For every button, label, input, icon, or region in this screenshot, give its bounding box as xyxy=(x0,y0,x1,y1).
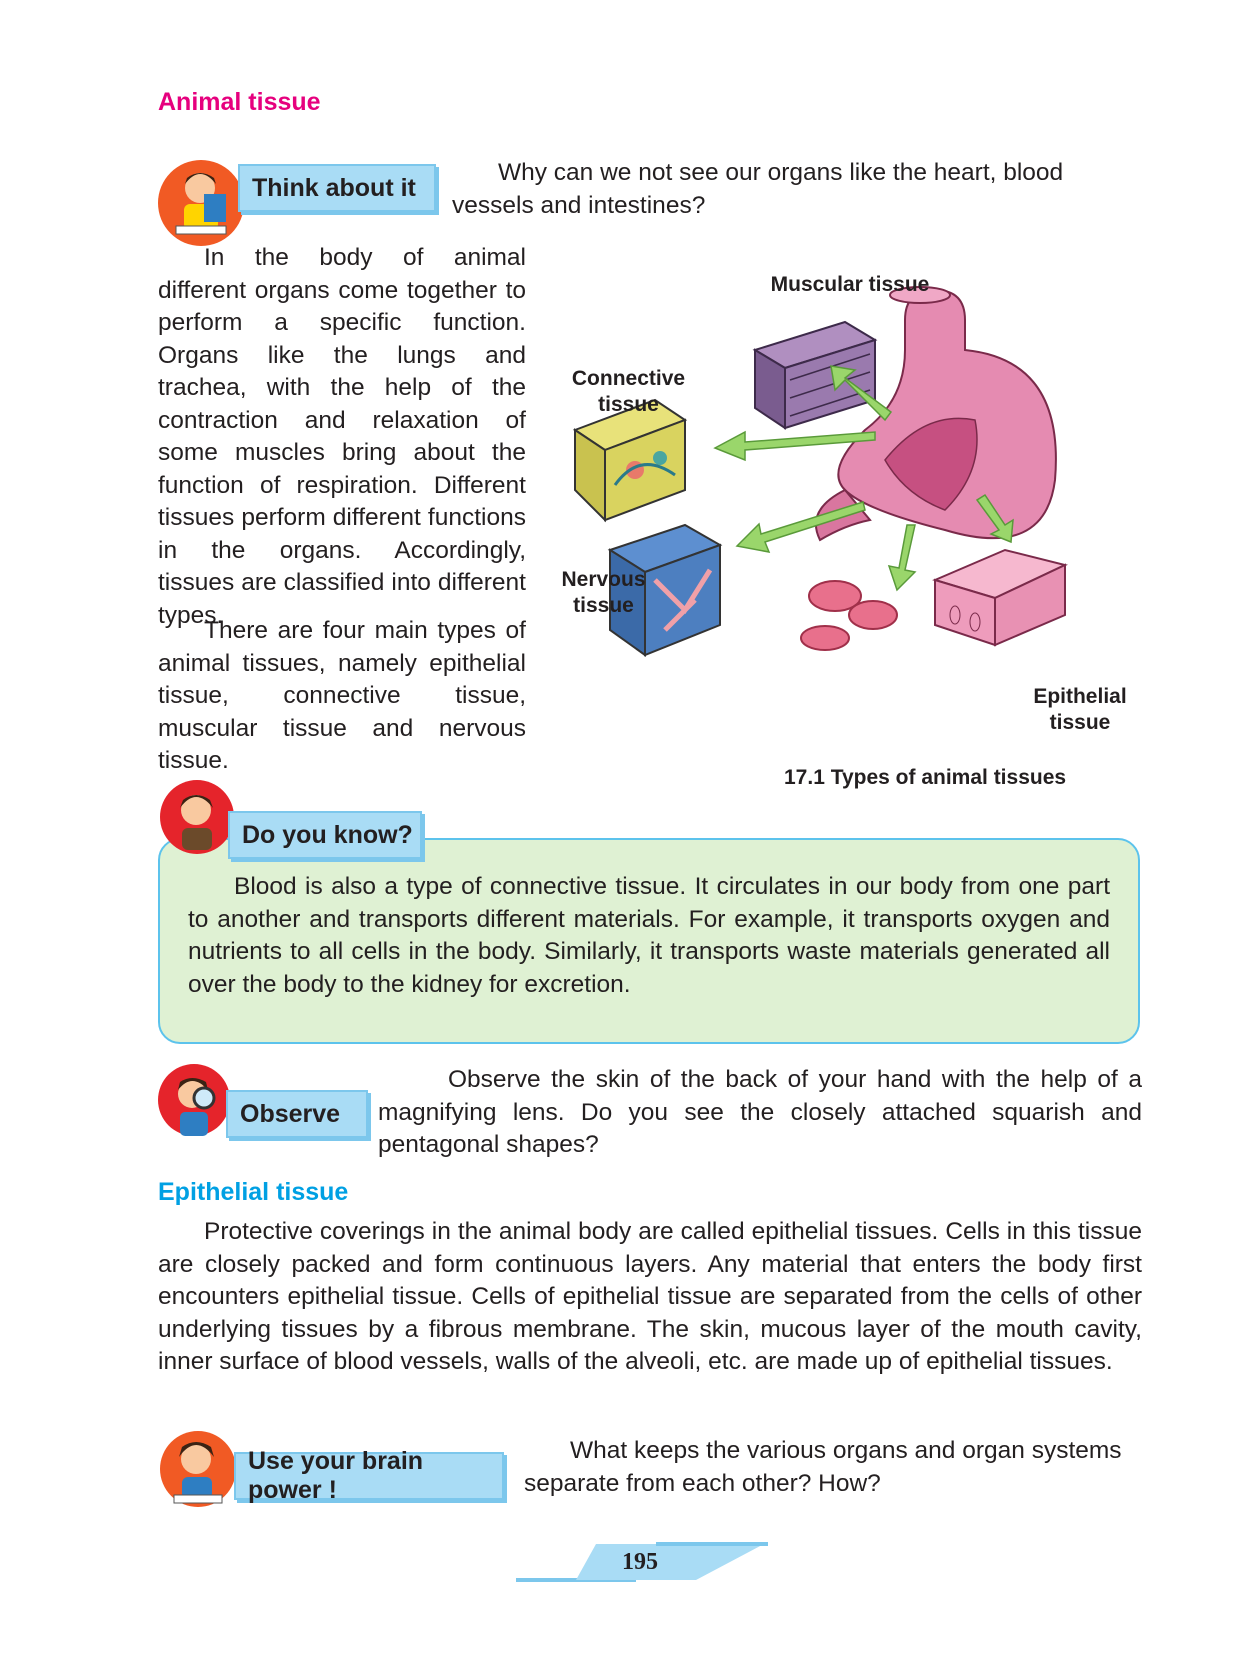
reading-child-icon xyxy=(156,158,246,248)
label-nervous-tissue: Nervous tissue xyxy=(561,568,646,617)
section-title: Animal tissue xyxy=(158,88,321,116)
observe-badge: Observe xyxy=(226,1090,368,1138)
page-number: 195 xyxy=(622,1549,658,1575)
studying-girl-icon xyxy=(158,1425,240,1511)
do-you-know-text: Blood is also a type of connective tissue. It circulates in our body from one part to another and transports different materials. For example, it transports oxygen and nutrients to all cells in the body. Similarly, it transports waste materials generated all over the body to the kidney for excretion. xyxy=(188,873,1110,998)
observe-text: Observe the skin of the back of your hand with the help of a magnifying lens. Do you see the closely attached squarish and pentagonal shapes? xyxy=(378,1066,1142,1158)
brain-power-text: What keeps the various organs and organ systems separate from each other? How? xyxy=(524,1437,1122,1497)
label-muscular-tissue: Muscular tissue xyxy=(770,273,930,296)
thinking-girl-icon xyxy=(158,778,236,856)
figure-caption: 17.1 Types of animal tissues xyxy=(784,766,1067,789)
label-connective-tissue: Connective tissue xyxy=(571,367,686,416)
brain-power-badge: Use your brain power ! xyxy=(234,1452,504,1500)
stomach-organ xyxy=(816,287,1056,540)
intro-paragraph-1: In the body of animal different organs come together to perform a specific function. Organs like the lungs and trachea, with the help of the contraction and relaxation of some muscles bring about the function of respiration. Different tissues perform different functions in the organs. Accordingly, tissues are classified into different types. xyxy=(158,244,526,629)
blood-cells xyxy=(801,581,897,650)
think-question: Why can we not see our organs like the heart, blood vessels and intestines? xyxy=(452,159,1064,219)
animal-tissues-illustration xyxy=(545,280,1145,750)
intro-paragraph-2: There are four main types of animal tissues, namely epithelial tissue, connective tissue, muscular tissue and nervous tissue. xyxy=(158,617,526,774)
epithelial-title: Epithelial tissue xyxy=(158,1178,349,1206)
muscular-tissue-block xyxy=(755,322,875,428)
magnifying-child-icon xyxy=(158,1058,234,1148)
do-you-know-badge: Do you know? xyxy=(228,811,422,859)
epithelial-tissue-block xyxy=(935,550,1065,645)
label-epithelial-tissue: Epithelial tissue xyxy=(1033,685,1127,734)
think-about-it-badge: Think about it xyxy=(238,164,436,212)
epithelial-text: Protective coverings in the animal body are called epithelial tissues. Cells in this tissue are closely packed and form continuous layers. Any material that enters the body first encounters epithelial tissue. Cells of epithelial tissue are separated from the cells of other underlying tissues by a fibrous membrane. The skin, mucous layer of the mouth cavity, inner surface of blood vessels, walls of the alveoli, etc. are made up of epithelial tissues. xyxy=(158,1218,1142,1375)
connective-tissue-block xyxy=(575,400,685,520)
